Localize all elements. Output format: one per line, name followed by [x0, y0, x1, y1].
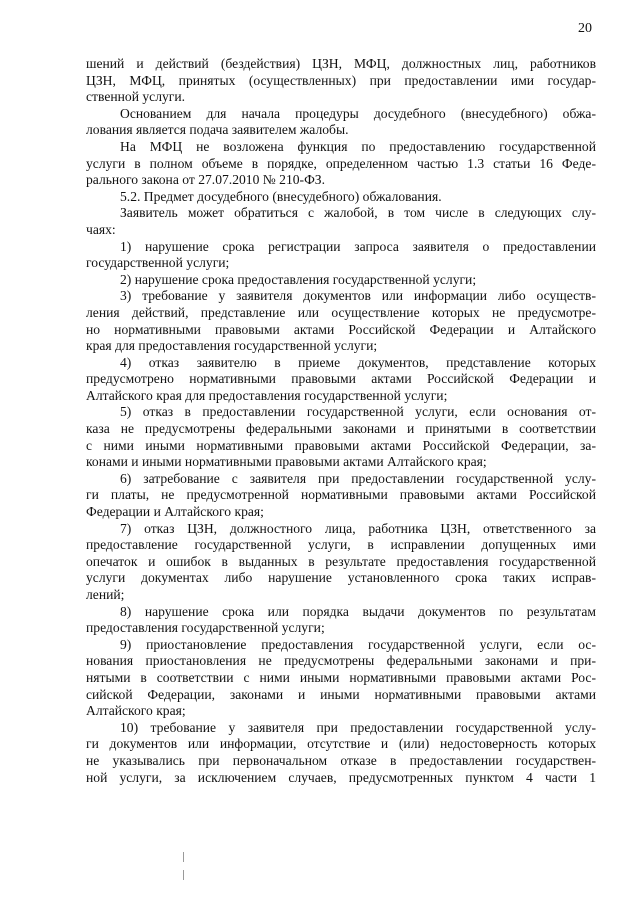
- text-line: 7) отказ ЦЗН, должностного лица, работника ЦЗН, ответственного за: [120, 520, 596, 536]
- text-line: 5) отказ в предоставлении государственной услуги, если основания от-: [120, 404, 596, 420]
- text-line: с ними иными нормативными правовыми актами Российской Федерации, за-: [86, 437, 596, 453]
- text-line: Алтайского края для предоставления государственной услуги;: [86, 387, 448, 403]
- text-line: услуги в полном объеме в порядке, определенном частью 1.3 статьи 16 Феде-: [86, 155, 596, 171]
- text-line: ЦЗН, МФЦ, принятых (осуществленных) при предоставлении ими государ-: [86, 72, 596, 88]
- text-line: нятыми в соответствии с ними иными нормативными правовыми актами Рос-: [86, 669, 596, 685]
- text-line: 4) отказ заявителю в приеме документов, представление которых: [120, 354, 596, 370]
- text-line: услуги документах либо нарушение установленного срока таких исправ-: [86, 570, 596, 586]
- text-line: ления действий, представление или осуществление которых не предусмотре-: [86, 304, 596, 320]
- text-line: На МФЦ не возложена функция по предоставлению государственной: [120, 138, 596, 154]
- text-line: Основанием для начала процедуры досудебного (внесудебного) обжа-: [120, 105, 596, 121]
- text-line: 2) нарушение срока предоставления государственной услуги;: [120, 271, 477, 287]
- text-line: предусмотрено нормативными правовыми актами Российской Федерации и: [86, 371, 596, 387]
- text-line: Алтайского края;: [86, 703, 186, 719]
- text-line: опечаток и ошибок в выданных в результате предоставления государственной: [86, 553, 596, 569]
- text-line: предоставления государственной услуги;: [86, 620, 325, 636]
- text-line: 10) требование у заявителя при предоставлении государственной услу-: [120, 719, 596, 735]
- scan-artifact: [183, 870, 184, 880]
- document-body: [86, 56, 596, 786]
- text-line: 3) требование у заявителя документов или информации либо осуществ-: [120, 288, 596, 304]
- text-line: 1) нарушение срока регистрации запроса заявителя о предоставлении: [120, 238, 596, 254]
- text-line: края для предоставления государственной услуги;: [86, 338, 378, 354]
- text-line: каза не предусмотрены федеральными законами и принятыми в соответствии: [86, 421, 596, 437]
- text-line: конами и иными нормативными правовыми актами Алтайского края;: [86, 454, 487, 470]
- text-line: государственной услуги;: [86, 255, 230, 271]
- text-line: ной услуги, за исключением случаев, предусмотренных пунктом 4 части 1: [86, 769, 596, 785]
- text-line: 6) затребование с заявителя при предоставлении государственной услу-: [120, 470, 596, 486]
- text-line: 9) приостановление предоставления государственной услуги, если ос-: [120, 636, 596, 652]
- text-line: ги платы, не предусмотренной нормативными правовыми актами Российской: [86, 487, 596, 503]
- text-line: ги документов или информации, отсутствие и (или) недостоверность которых: [86, 736, 596, 752]
- text-line: нования приостановления не предусмотрены федеральными законами и при-: [86, 653, 596, 669]
- text-line: шений и действий (бездействия) ЦЗН, МФЦ, должностных лиц, работников: [86, 56, 596, 71]
- text-line: ственной услуги.: [86, 89, 186, 105]
- text-line: предоставление государственной услуги, в исправлении допущенных ими: [86, 537, 596, 553]
- text-line: сийской Федерации, законами и иными нормативными правовыми актами: [86, 686, 596, 702]
- text-line: лений;: [86, 587, 125, 602]
- text-line: не указывались при первоначальном отказе в предоставлении государствен-: [86, 752, 596, 768]
- text-line: рального закона от 27.07.2010 № 210-ФЗ.: [86, 172, 326, 188]
- page-number: 20: [578, 21, 592, 36]
- text-line: 8) нарушение срока или порядка выдачи документов по результатам: [120, 603, 596, 619]
- text-line: чаях:: [86, 221, 116, 237]
- text-line: 5.2. Предмет досудебного (внесудебного) обжалования.: [120, 188, 442, 204]
- text-line: лования является подача заявителем жалобы.: [86, 122, 349, 138]
- scan-artifact: [183, 852, 184, 862]
- text-line: но нормативными правовыми актами Российской Федерации и Алтайского: [86, 321, 596, 337]
- text-line: Заявитель может обратиться с жалобой, в том числе в следующих слу-: [120, 205, 596, 221]
- text-line: Федерации и Алтайского края;: [86, 504, 264, 520]
